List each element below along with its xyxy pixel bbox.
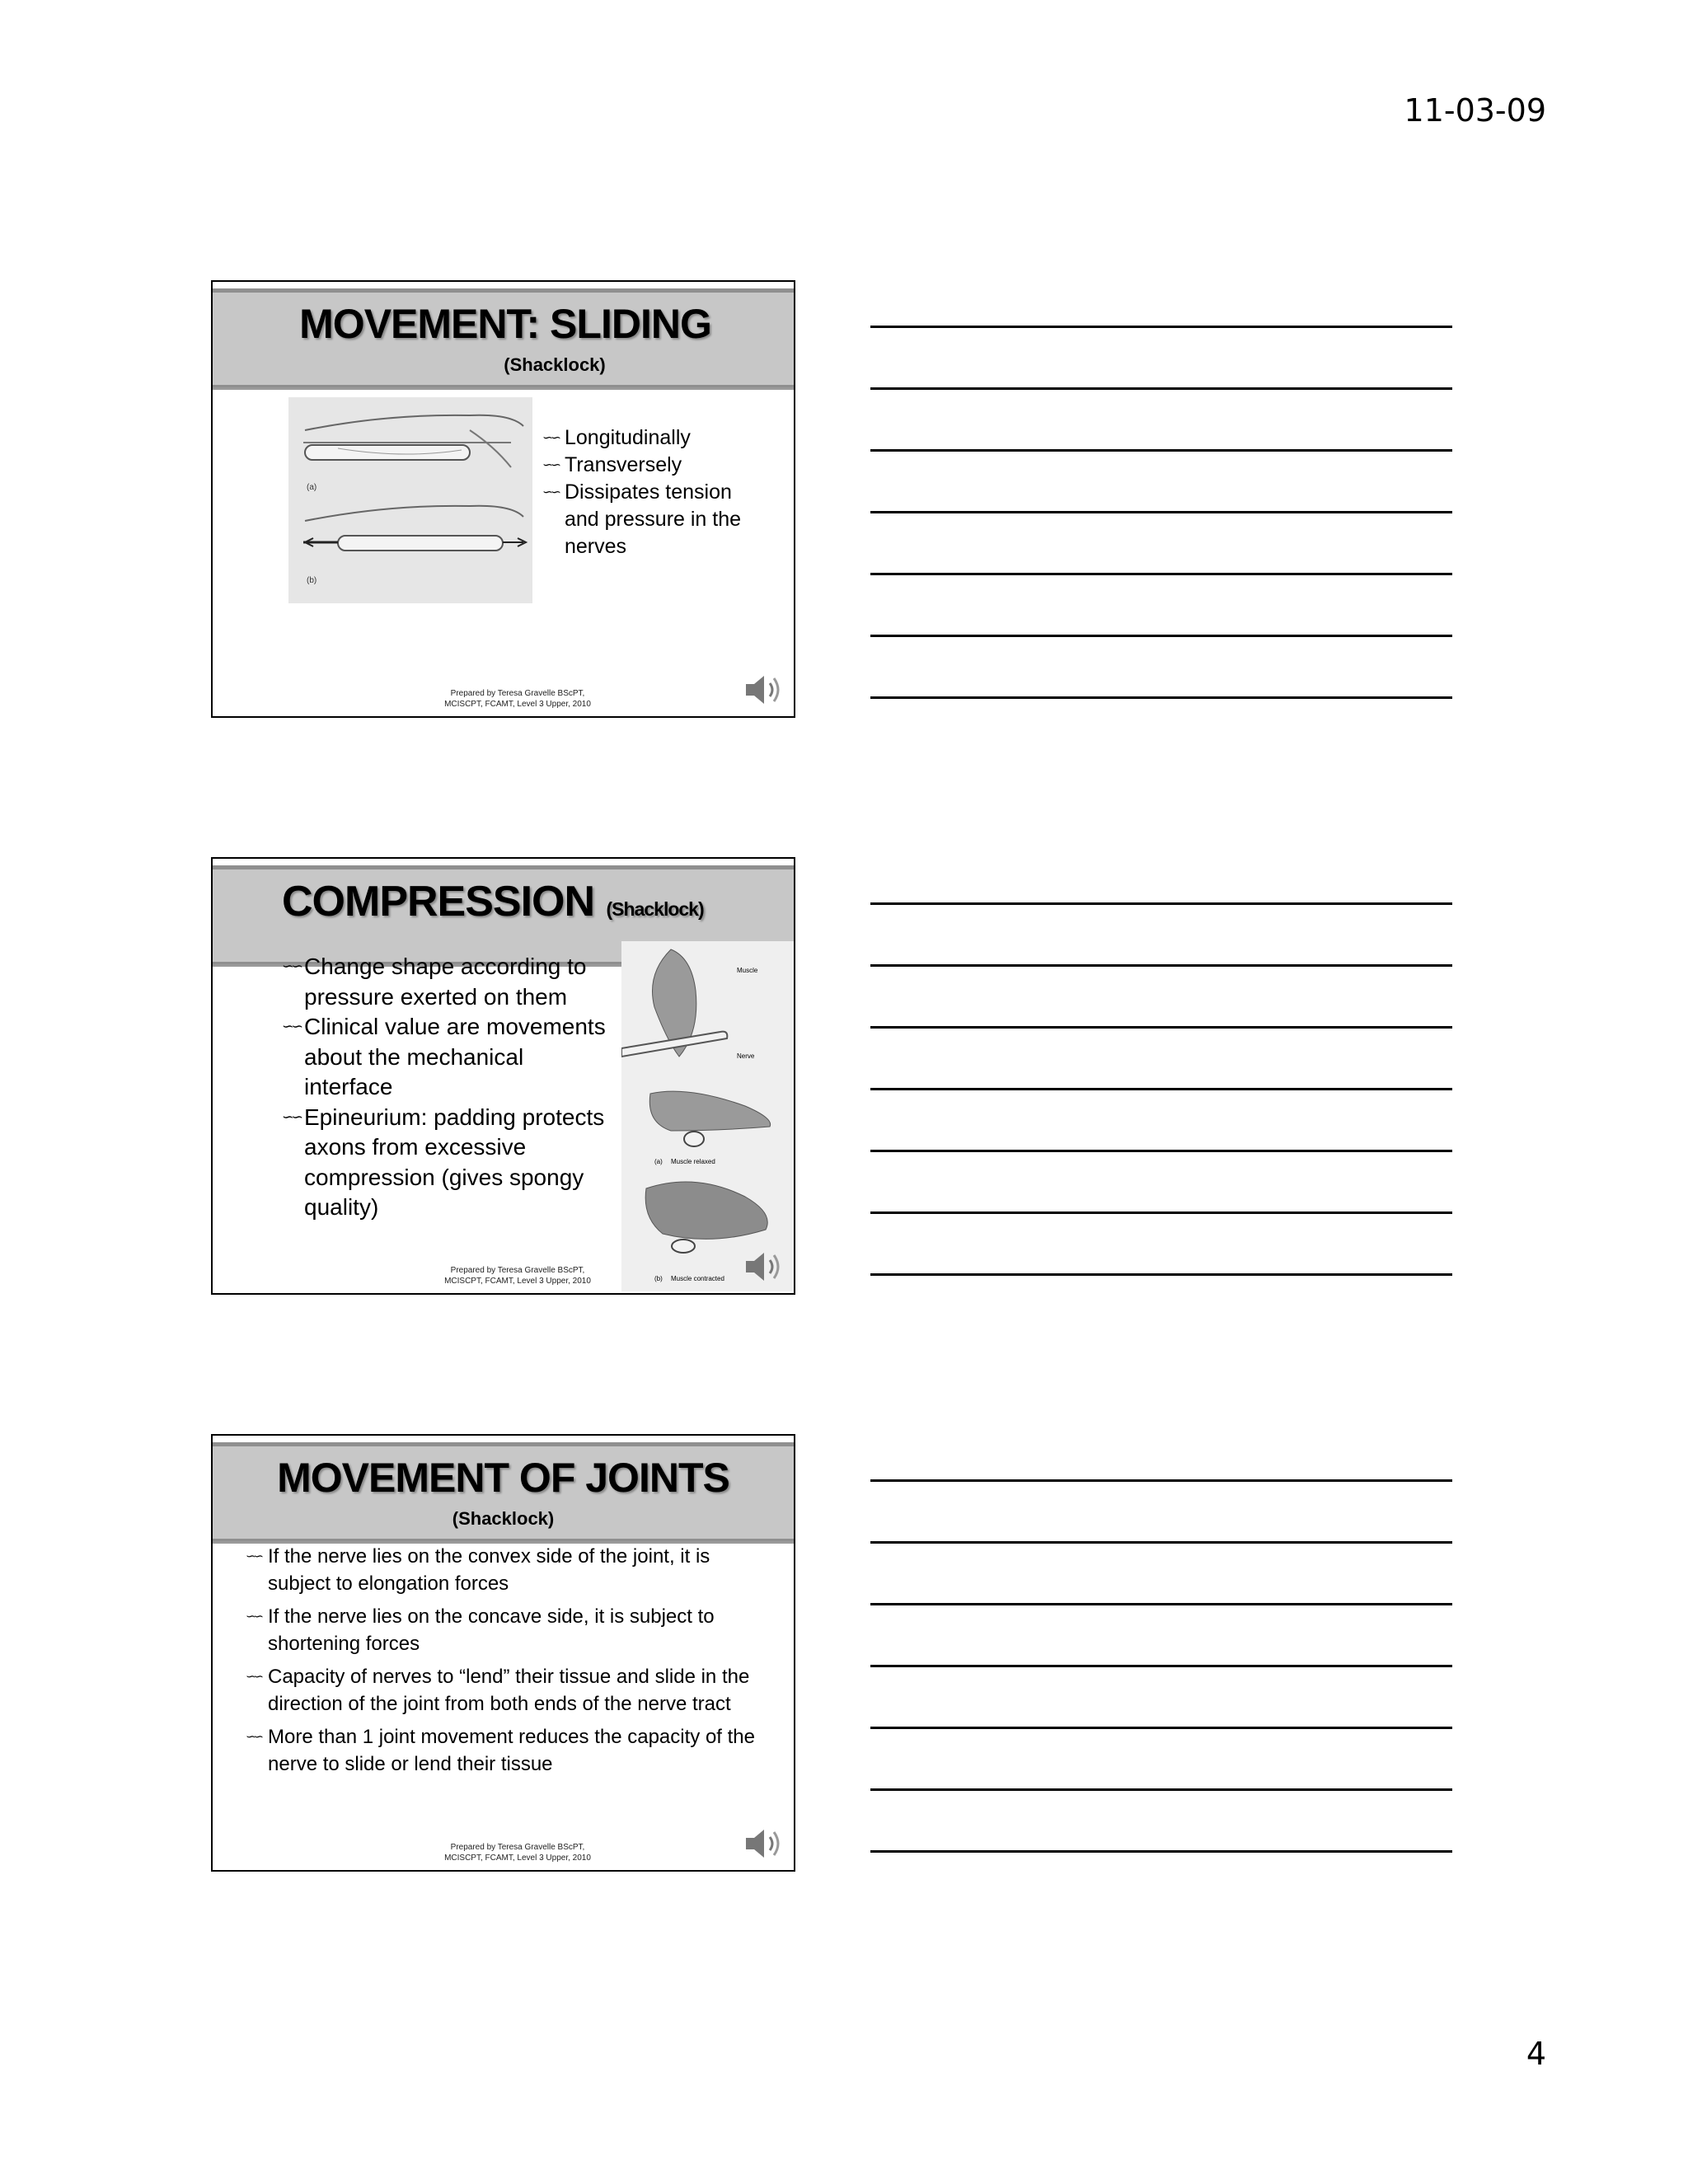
svg-text:Muscle: Muscle	[737, 967, 758, 974]
speaker-icon[interactable]	[743, 1825, 785, 1862]
bullet-item: ∽∽ Longitudinally	[542, 424, 765, 452]
speaker-icon[interactable]	[743, 1249, 785, 1285]
slide-compression	[211, 857, 795, 1295]
bullet-list	[282, 952, 612, 1223]
bullet-list	[542, 424, 765, 560]
slide-credit: Prepared by Teresa Gravelle BScPT, MCISCPT, FCAMT, Level 3 Upper, 2010	[444, 1266, 591, 1286]
nerve-sliding-figure	[288, 397, 532, 603]
bullet-item: ∽∽ Dissipates tension and pressure in the nerves	[542, 479, 765, 560]
figure-label-b: (b)	[307, 576, 317, 585]
bullet-item: ∽∽ If the nerve lies on the concave side, it is subject to shortening forces	[246, 1603, 773, 1657]
svg-text:Nerve: Nerve	[737, 1052, 755, 1060]
slide-movement-of-joints	[211, 1434, 795, 1872]
bullet-item: ∽∽ Epineurium: padding protects axons from excessive compression (gives spongy quality)	[282, 1103, 612, 1223]
slide-subtitle: (Shacklock)	[504, 354, 606, 375]
slide-title: MOVEMENT OF JOINTS	[277, 1455, 729, 1501]
svg-text:Muscle contracted: Muscle contracted	[671, 1275, 724, 1282]
slide-title: MOVEMENT: SLIDING	[299, 301, 711, 347]
page-number: 4	[1526, 2036, 1546, 2072]
bullet-item: ∽∽ Transversely	[542, 452, 765, 479]
speaker-icon[interactable]	[743, 672, 785, 708]
slide-subtitle: (Shacklock)	[452, 1508, 555, 1529]
bullet-item: ∽∽ Change shape according to pressure exerted on them	[282, 952, 612, 1012]
slide-movement-sliding	[211, 280, 795, 718]
page-date: 11-03-09	[1404, 92, 1546, 129]
slide-credit: Prepared by Teresa Gravelle BScPT, MCISCPT, FCAMT, Level 3 Upper, 2010	[444, 1843, 591, 1863]
bullet-item: ∽∽ If the nerve lies on the convex side of the joint, it is subject to elongation forces	[246, 1543, 773, 1597]
slide-title: COMPRESSION	[282, 878, 595, 926]
muscle-nerve-figure	[621, 941, 795, 1291]
svg-text:(a): (a)	[654, 1158, 663, 1165]
slide-credit: Prepared by Teresa Gravelle BScPT, MCISCPT, FCAMT, Level 3 Upper, 2010	[444, 689, 591, 709]
bullet-list	[246, 1543, 773, 1778]
svg-text:(b): (b)	[654, 1275, 663, 1282]
bullet-item: ∽∽ Capacity of nerves to “lend” their tissue and slide in the direction of the joint from both ends of the nerve tract	[246, 1663, 773, 1718]
slide-subtitle: (Shacklock)	[606, 898, 704, 920]
bullet-item: ∽∽ More than 1 joint movement reduces the capacity of the nerve to slide or lend their tissue	[246, 1723, 773, 1778]
figure-label-a: (a)	[307, 483, 317, 492]
bullet-item: ∽∽ Clinical value are movements about the mechanical interface	[282, 1012, 612, 1103]
svg-text:Muscle relaxed: Muscle relaxed	[671, 1158, 715, 1165]
